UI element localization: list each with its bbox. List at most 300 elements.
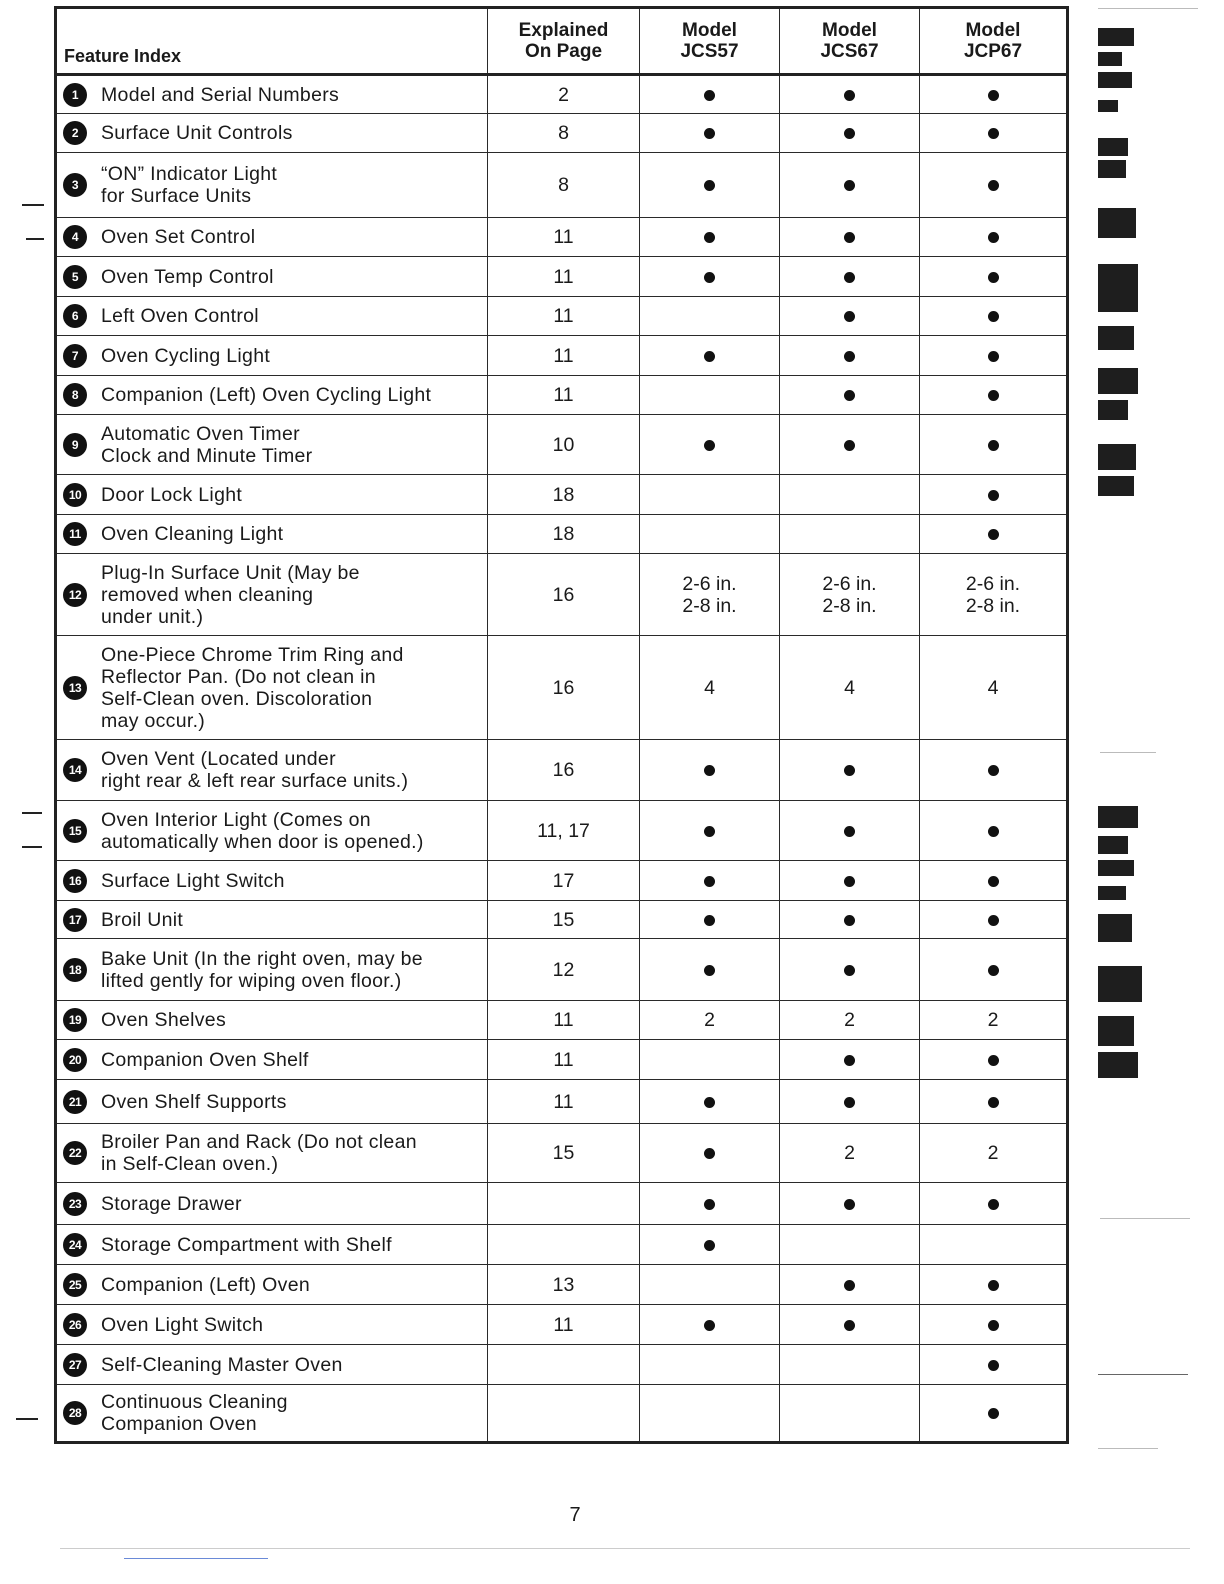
- feature-cell: [56, 801, 488, 861]
- included-dot-icon: [844, 826, 855, 837]
- table-row: [56, 114, 1068, 153]
- cell-value: 11: [553, 305, 574, 327]
- model-jcs57-cell: [640, 1305, 780, 1345]
- feature-label-line: Surface Light Switch: [101, 869, 285, 892]
- table-row: [56, 1305, 1068, 1345]
- model-jcs57-header: [640, 8, 780, 75]
- table-row: [56, 1001, 1068, 1040]
- table-row: [56, 554, 1068, 636]
- model-jcs57-cell: [640, 1183, 780, 1225]
- header-line: Explained: [518, 20, 609, 41]
- included-dot-icon: [988, 311, 999, 322]
- feature-number-badge: 16: [63, 869, 87, 893]
- cell-value: 4: [704, 676, 715, 699]
- cell-value: 16: [552, 676, 575, 699]
- cell-value: 12: [552, 958, 575, 981]
- model-jcp67-cell: [920, 861, 1068, 901]
- model-jcs57-cell: [640, 515, 780, 554]
- explained-page-cell: [488, 1225, 640, 1265]
- edge-tab-mark: [1098, 264, 1138, 312]
- scan-mark: [26, 238, 44, 240]
- included-dot-icon: [988, 90, 999, 101]
- feature-cell: [56, 1040, 488, 1080]
- model-jcp67-cell: [920, 636, 1068, 740]
- feature-number-badge: 8: [63, 383, 87, 407]
- feature-label: [101, 163, 479, 207]
- included-dot-icon: [704, 1097, 715, 1108]
- model-jcp67-cell: [920, 554, 1068, 636]
- cell-value: 11: [553, 1090, 574, 1113]
- included-dot-icon: [704, 1320, 715, 1331]
- feature-cell: [56, 75, 488, 114]
- included-dot-icon: [704, 1240, 715, 1251]
- cell-value: 15: [552, 1142, 575, 1164]
- feature-label-line: “ON” Indicator Light: [101, 163, 278, 185]
- model-jcs67-cell: [780, 1265, 920, 1305]
- model-jcs67-cell: [780, 75, 920, 114]
- feature-label-line: Door Lock Light: [101, 483, 243, 506]
- cell-value: 16: [552, 583, 575, 606]
- feature-cell-content: [57, 121, 487, 145]
- feature-label: [101, 84, 479, 106]
- feature-cell: [56, 1385, 488, 1443]
- header-line: JCS67: [820, 41, 879, 62]
- included-dot-icon: [988, 180, 999, 191]
- model-jcs67-cell: [780, 1225, 920, 1265]
- model-jcp67-cell: [920, 376, 1068, 415]
- cell-value: 2: [987, 1009, 999, 1031]
- scan-mark: [16, 1418, 38, 1420]
- feature-label: [101, 748, 479, 792]
- model-jcs57-cell: [640, 1124, 780, 1183]
- feature-label-line: Companion (Left) Oven Cycling Light: [101, 384, 432, 406]
- included-dot-icon: [844, 965, 855, 976]
- model-jcs67-cell: [780, 297, 920, 336]
- model-jcp67-cell: [920, 1183, 1068, 1225]
- feature-label-line: Oven Set Control: [101, 226, 256, 248]
- edge-tab-strip: [1098, 806, 1144, 1082]
- feature-label-line: Model and Serial Numbers: [101, 83, 340, 106]
- included-dot-icon: [988, 232, 999, 243]
- cell-value: 10: [552, 433, 575, 456]
- model-jcs67-cell: [780, 376, 920, 415]
- feature-cell: [56, 336, 488, 376]
- model-jcs57-cell: [640, 939, 780, 1001]
- feature-cell: [56, 1183, 488, 1225]
- feature-cell-content: [57, 225, 487, 249]
- table-row: [56, 475, 1068, 515]
- cell-value: 2: [844, 1142, 855, 1164]
- feature-cell: [56, 1345, 488, 1385]
- explained-page-cell: [488, 801, 640, 861]
- model-jcs57-cell: [640, 1080, 780, 1124]
- table-row: [56, 336, 1068, 376]
- feature-cell: [56, 475, 488, 515]
- included-dot-icon: [988, 1320, 999, 1331]
- cell-value: 8: [558, 174, 569, 196]
- edge-tab-mark: [1098, 806, 1138, 828]
- edge-tab-mark: [1098, 100, 1118, 112]
- feature-number-badge: 21: [63, 1090, 87, 1114]
- included-dot-icon: [844, 1097, 855, 1108]
- model-jcs67-cell: [780, 939, 920, 1001]
- model-jcp67-cell: [920, 75, 1068, 114]
- edge-tab-mark: [1098, 72, 1132, 88]
- feature-label: [101, 423, 479, 467]
- feature-label-line: Broiler Pan and Rack (Do not clean: [101, 1131, 417, 1153]
- explained-page-cell: [488, 415, 640, 475]
- feature-label: [101, 870, 479, 892]
- model-jcs57-cell: [640, 114, 780, 153]
- feature-cell-content: [57, 83, 487, 107]
- model-jcs57-cell: [640, 376, 780, 415]
- included-dot-icon: [844, 876, 855, 887]
- model-jcs57-cell: [640, 218, 780, 257]
- header-line: JCS57: [680, 41, 739, 62]
- feature-label-line: Clock and Minute Timer: [101, 444, 313, 467]
- feature-label: [101, 1009, 479, 1031]
- feature-label-line: Oven Cleaning Light: [101, 523, 284, 545]
- feature-cell-content: [57, 1353, 487, 1377]
- model-jcs57-cell: [640, 1345, 780, 1385]
- cell-value: 17: [552, 869, 575, 892]
- feature-label-line: may occur.): [101, 709, 206, 732]
- explained-page-cell: [488, 1183, 640, 1225]
- explained-page-cell: [488, 636, 640, 740]
- explained-page-cell: [488, 1080, 640, 1124]
- included-dot-icon: [988, 390, 999, 401]
- table-row: [56, 75, 1068, 114]
- model-jcp67-cell: [920, 257, 1068, 297]
- feature-cell: [56, 114, 488, 153]
- explained-page-cell: [488, 297, 640, 336]
- feature-label: [101, 1314, 479, 1336]
- model-jcs67-cell: [780, 1124, 920, 1183]
- feature-label: [101, 1131, 479, 1175]
- included-dot-icon: [988, 965, 999, 976]
- feature-number-badge: 17: [63, 908, 87, 932]
- feature-cell: [56, 1225, 488, 1265]
- model-jcs67-cell: [780, 1080, 920, 1124]
- model-jcs67-cell: [780, 415, 920, 475]
- model-jcp67-cell: [920, 515, 1068, 554]
- cell-value: 2: [844, 1009, 855, 1031]
- feature-label-line: Reflector Pan. (Do not clean in: [101, 665, 376, 688]
- feature-label-line: Companion Oven: [101, 1413, 257, 1435]
- included-dot-icon: [844, 1320, 855, 1331]
- model-jcs57-cell: [640, 1001, 780, 1040]
- feature-label-line: Left Oven Control: [101, 305, 259, 327]
- feature-label-line: Oven Shelf Supports: [101, 1090, 287, 1113]
- feature-label: [101, 1274, 479, 1296]
- cell-value: 11: [553, 1048, 574, 1071]
- included-dot-icon: [844, 351, 855, 362]
- included-dot-icon: [844, 1280, 855, 1291]
- included-dot-icon: [988, 876, 999, 887]
- feature-label: [101, 226, 479, 248]
- feature-cell-content: [57, 163, 487, 207]
- cell-value-line: 2-6 in.: [682, 572, 737, 595]
- feature-label: [101, 1234, 479, 1256]
- model-jcs57-cell: [640, 415, 780, 475]
- feature-cell: [56, 939, 488, 1001]
- cell-value: 2: [987, 1142, 999, 1164]
- model-jcs67-cell: [780, 861, 920, 901]
- feature-label-line: in Self-Clean oven.): [101, 1153, 279, 1175]
- model-jcp67-cell: [920, 415, 1068, 475]
- feature-number-badge: 22: [63, 1141, 87, 1165]
- feature-number-badge: 20: [63, 1048, 87, 1072]
- table-row: [56, 1183, 1068, 1225]
- model-jcp67-cell: [920, 740, 1068, 801]
- model-jcs57-cell: [640, 336, 780, 376]
- feature-cell-content: [57, 644, 487, 732]
- feature-cell-content: [57, 1233, 487, 1257]
- cell-value: 2: [704, 1009, 715, 1031]
- included-dot-icon: [988, 1360, 999, 1371]
- explained-page-cell: [488, 1345, 640, 1385]
- model-jcp67-cell: [920, 901, 1068, 939]
- feature-number-badge: 9: [63, 433, 87, 457]
- feature-cell: [56, 1305, 488, 1345]
- included-dot-icon: [844, 1055, 855, 1066]
- feature-number-badge: 15: [63, 819, 87, 843]
- model-jcs67-cell: [780, 257, 920, 297]
- header-line: Model: [822, 20, 877, 41]
- explained-page-cell: [488, 515, 640, 554]
- model-jcs67-cell: [780, 1183, 920, 1225]
- feature-cell: [56, 1124, 488, 1183]
- scan-mark: [22, 812, 42, 814]
- feature-number-badge: 26: [63, 1313, 87, 1337]
- cell-value-line: 2-8 in.: [822, 594, 877, 617]
- scan-line: [1100, 752, 1156, 753]
- included-dot-icon: [844, 180, 855, 191]
- feature-cell: [56, 861, 488, 901]
- feature-cell-content: [57, 483, 487, 507]
- cell-value: 11: [553, 384, 574, 406]
- model-jcp67-header: [920, 8, 1068, 75]
- table-row: [56, 415, 1068, 475]
- model-jcp67-cell: [920, 297, 1068, 336]
- scan-line: [1098, 8, 1198, 9]
- feature-number-badge: 18: [63, 958, 87, 982]
- feature-number-badge: 12: [63, 583, 87, 607]
- included-dot-icon: [704, 876, 715, 887]
- feature-label-line: Bake Unit (In the right oven, may be: [101, 947, 423, 970]
- feature-cell-content: [57, 383, 487, 407]
- model-jcp67-cell: [920, 1225, 1068, 1265]
- feature-cell: [56, 218, 488, 257]
- included-dot-icon: [988, 1280, 999, 1291]
- model-jcs57-cell: [640, 1040, 780, 1080]
- edge-tab-mark: [1098, 368, 1138, 394]
- included-dot-icon: [704, 272, 715, 283]
- feature-cell-content: [57, 1192, 487, 1216]
- cell-value: 11: [553, 1313, 574, 1336]
- feature-label: [101, 909, 479, 931]
- included-dot-icon: [844, 390, 855, 401]
- edge-tab-mark: [1098, 860, 1134, 876]
- model-jcs67-cell: [780, 1001, 920, 1040]
- model-jcp67-cell: [920, 336, 1068, 376]
- feature-label-line: Continuous Cleaning: [101, 1391, 288, 1413]
- table-row: [56, 1385, 1068, 1443]
- feature-cell-content: [57, 748, 487, 792]
- included-dot-icon: [844, 311, 855, 322]
- scan-line: [1098, 1448, 1158, 1449]
- cell-value-line: 2-6 in.: [822, 572, 877, 595]
- included-dot-icon: [988, 490, 999, 501]
- page-number: 7: [569, 1504, 581, 1526]
- edge-tab-mark: [1098, 836, 1128, 854]
- feature-number-badge: 2: [63, 121, 87, 145]
- table-row: [56, 1080, 1068, 1124]
- included-dot-icon: [704, 1148, 715, 1159]
- feature-number-badge: 13: [63, 676, 87, 700]
- feature-number-badge: 19: [63, 1008, 87, 1032]
- included-dot-icon: [844, 232, 855, 243]
- explained-page-cell: [488, 336, 640, 376]
- feature-label: [101, 345, 479, 367]
- feature-cell: [56, 515, 488, 554]
- feature-label: [101, 644, 479, 732]
- feature-number-badge: 28: [63, 1401, 87, 1425]
- model-jcs67-cell: [780, 475, 920, 515]
- model-jcs57-cell: [640, 1265, 780, 1305]
- model-jcs57-cell: [640, 257, 780, 297]
- explained-page-cell: [488, 153, 640, 218]
- feature-label-line: under unit.): [101, 605, 204, 628]
- feature-label-line: Storage Compartment with Shelf: [101, 1233, 392, 1256]
- model-jcs67-cell: [780, 1385, 920, 1443]
- feature-number-badge: 24: [63, 1233, 87, 1257]
- included-dot-icon: [988, 529, 999, 540]
- feature-label: [101, 1391, 479, 1435]
- feature-number-badge: 25: [63, 1273, 87, 1297]
- edge-tab-mark: [1098, 914, 1132, 942]
- feature-label: [101, 1049, 479, 1071]
- edge-tab-mark: [1098, 966, 1142, 1002]
- included-dot-icon: [988, 272, 999, 283]
- model-jcs67-cell: [780, 153, 920, 218]
- model-jcs67-cell: [780, 515, 920, 554]
- included-dot-icon: [844, 128, 855, 139]
- table-row: [56, 636, 1068, 740]
- model-jcs57-cell: [640, 801, 780, 861]
- feature-index-header: Feature Index: [56, 8, 488, 75]
- model-jcs67-cell: [780, 901, 920, 939]
- table-row: [56, 861, 1068, 901]
- included-dot-icon: [988, 351, 999, 362]
- feature-cell: [56, 415, 488, 475]
- model-jcs67-cell: [780, 1305, 920, 1345]
- feature-number-badge: 4: [63, 225, 87, 249]
- model-jcs67-header: [780, 8, 920, 75]
- scan-line: [124, 1558, 268, 1559]
- included-dot-icon: [704, 1199, 715, 1210]
- feature-cell-content: [57, 1273, 487, 1297]
- cell-value: 18: [552, 523, 575, 545]
- feature-cell-content: [57, 265, 487, 289]
- feature-label-line: Companion (Left) Oven: [101, 1273, 310, 1296]
- included-dot-icon: [988, 128, 999, 139]
- feature-label-line: for Surface Units: [101, 185, 252, 207]
- header-line: On Page: [524, 41, 603, 62]
- feature-label-line: Broil Unit: [101, 908, 184, 931]
- feature-label-line: Automatic Oven Timer: [101, 422, 300, 445]
- explained-page-cell: [488, 901, 640, 939]
- model-jcp67-cell: [920, 1265, 1068, 1305]
- included-dot-icon: [988, 1408, 999, 1419]
- feature-number-badge: 3: [63, 173, 87, 197]
- feature-label: [101, 122, 479, 144]
- included-dot-icon: [704, 915, 715, 926]
- edge-tab-mark: [1098, 1016, 1134, 1046]
- model-jcs57-cell: [640, 475, 780, 515]
- cell-value: 8: [558, 122, 569, 144]
- feature-label-line: Surface Unit Controls: [101, 122, 293, 144]
- model-jcs67-cell: [780, 554, 920, 636]
- cell-value: 2: [558, 83, 569, 106]
- feature-label-line: Oven Vent (Located under: [101, 748, 336, 770]
- included-dot-icon: [988, 765, 999, 776]
- feature-cell-content: [57, 948, 487, 992]
- model-jcs67-cell: [780, 1040, 920, 1080]
- cell-value: 11: [553, 226, 574, 248]
- edge-tab-mark: [1098, 326, 1134, 350]
- scan-line: [60, 1548, 1190, 1549]
- model-jcp67-cell: [920, 475, 1068, 515]
- model-jcs57-cell: [640, 1385, 780, 1443]
- explained-page-cell: [488, 475, 640, 515]
- model-jcs57-cell: [640, 1225, 780, 1265]
- included-dot-icon: [844, 90, 855, 101]
- included-dot-icon: [704, 965, 715, 976]
- feature-label: [101, 1193, 479, 1215]
- included-dot-icon: [988, 915, 999, 926]
- feature-label-line: Self-Cleaning Master Oven: [101, 1353, 343, 1376]
- model-jcs67-cell: [780, 218, 920, 257]
- explained-page-cell: [488, 376, 640, 415]
- feature-label-line: Oven Shelves: [101, 1009, 226, 1031]
- header-line: Model: [682, 20, 737, 41]
- feature-label-line: One-Piece Chrome Trim Ring and: [101, 643, 404, 666]
- feature-label-line: Storage Drawer: [101, 1192, 242, 1215]
- edge-tab-mark: [1098, 208, 1136, 238]
- cell-value: 13: [552, 1273, 575, 1296]
- feature-number-badge: 6: [63, 304, 87, 328]
- explained-page-cell: [488, 740, 640, 801]
- model-jcs67-cell: [780, 336, 920, 376]
- table-row: [56, 801, 1068, 861]
- scan-mark: [22, 846, 42, 848]
- feature-label-line: lifted gently for wiping oven floor.): [101, 969, 402, 992]
- feature-cell-content: [57, 522, 487, 546]
- cell-value: 15: [552, 908, 575, 931]
- feature-cell: [56, 554, 488, 636]
- feature-number-badge: 27: [63, 1353, 87, 1377]
- included-dot-icon: [988, 1097, 999, 1108]
- table-row: [56, 1040, 1068, 1080]
- model-jcs67-cell: [780, 1345, 920, 1385]
- feature-cell-content: [57, 908, 487, 932]
- cell-value: 18: [552, 483, 575, 506]
- table-row: [56, 901, 1068, 939]
- feature-cell-content: [57, 562, 487, 628]
- included-dot-icon: [704, 180, 715, 191]
- feature-cell: [56, 257, 488, 297]
